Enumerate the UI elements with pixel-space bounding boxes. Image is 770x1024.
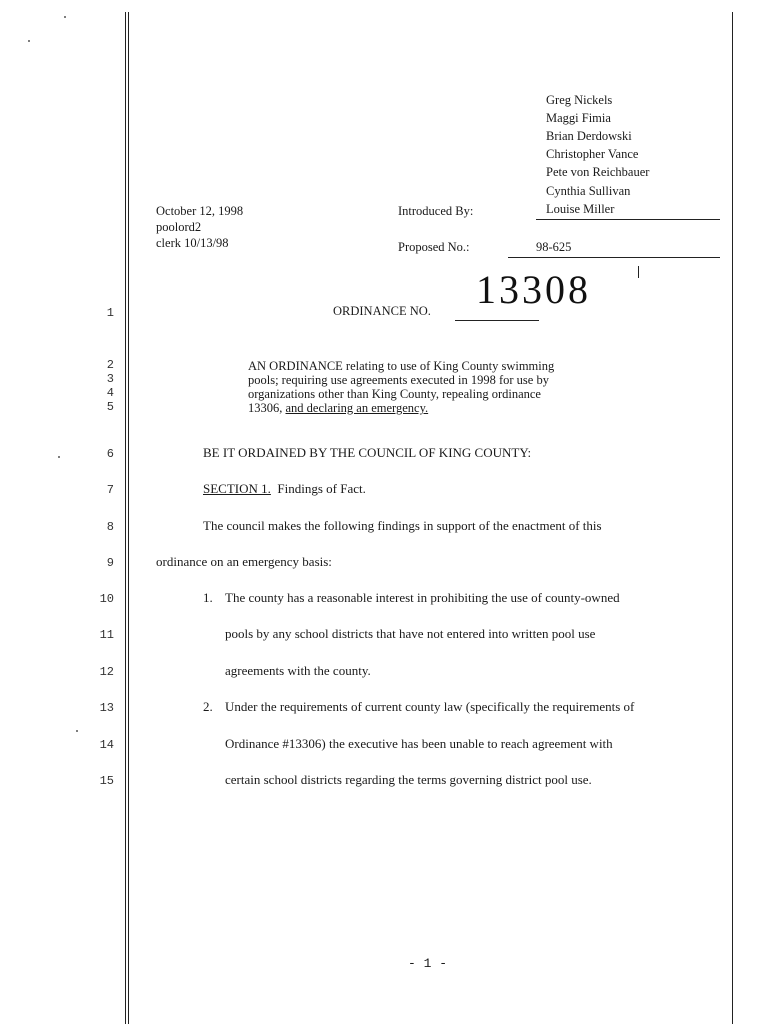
sponsor-name: Maggi Fimia <box>546 111 611 125</box>
finding-number: 2. <box>203 699 213 714</box>
line-number: 6 <box>106 447 114 461</box>
title-line-prefix: 13306, <box>248 401 286 415</box>
ordinance-label: ORDINANCE NO. <box>333 304 431 318</box>
sponsor-name: Pete von Reichbauer <box>546 165 650 179</box>
title-line-last <box>248 401 428 416</box>
ordinance-number: 13308 <box>476 267 591 312</box>
scan-speck <box>58 456 60 458</box>
line-number: 3 <box>106 372 114 386</box>
sponsor-name: Christopher Vance <box>546 147 639 161</box>
finding-text: certain school districts regarding the terms governing district pool use. <box>225 772 592 787</box>
line-number: 14 <box>99 738 114 752</box>
title-line: pools; requiring use agreements executed in 1998 for use by <box>248 373 549 387</box>
line-number: 9 <box>106 556 114 570</box>
section-title: Findings of Fact. <box>277 481 366 496</box>
title-line: AN ORDINANCE relating to use of King County swimming <box>248 359 555 373</box>
section-heading <box>203 481 366 497</box>
title-line: organizations other than King County, repealing ordinance <box>248 387 541 401</box>
stamp-tick <box>638 266 639 278</box>
line-number: 4 <box>106 386 114 400</box>
sponsor-name: Greg Nickels <box>546 93 613 107</box>
sponsor-name: Cynthia Sullivan <box>546 184 631 198</box>
enacting-clause: BE IT ORDAINED BY THE COUNCIL OF KING COUNTY: <box>203 445 532 460</box>
margin-rule-right <box>732 12 733 1024</box>
line-number: 13 <box>99 701 114 715</box>
finding-text: Ordinance #13306) the executive has been unable to reach agreement with <box>225 736 613 751</box>
line-number: 5 <box>106 400 114 414</box>
proposed-no-label: Proposed No.: <box>398 240 470 254</box>
scan-speck <box>28 40 30 42</box>
line-number: 2 <box>106 358 114 372</box>
line-number: 8 <box>106 520 114 534</box>
line-number: 7 <box>106 483 114 497</box>
finding-number: 1. <box>203 590 213 605</box>
finding-text: Under the requirements of current county law (specifically the requirements of <box>225 699 635 714</box>
finding-text: agreements with the county. <box>225 663 371 678</box>
line-number: 10 <box>99 592 114 606</box>
section-label: SECTION 1. <box>203 481 271 496</box>
ordinance-number-underline <box>455 320 539 321</box>
page-number: - 1 - <box>408 956 448 971</box>
file-code: poolord2 <box>156 220 202 234</box>
finding-text: The county has a reasonable interest in prohibiting the use of county-owned <box>225 590 620 605</box>
sponsor-name: Louise Miller <box>546 202 615 216</box>
finding-text: pools by any school districts that have not entered into written pool use <box>225 626 596 641</box>
line-number: 1 <box>106 306 114 320</box>
sponsor-name: Brian Derdowski <box>546 129 632 143</box>
clerk-stamp: clerk 10/13/98 <box>156 236 229 250</box>
introduced-by-underline <box>536 219 720 220</box>
scan-speck <box>64 16 66 18</box>
document-date: October 12, 1998 <box>156 204 244 218</box>
scan-speck <box>76 730 78 732</box>
margin-rule-left-inner <box>128 12 129 1024</box>
line-number: 12 <box>99 665 114 679</box>
line-number: 11 <box>99 628 114 642</box>
body-line: ordinance on an emergency basis: <box>156 554 332 569</box>
title-line-underlined: and declaring an emergency. <box>285 401 429 415</box>
proposed-no-value: 98-625 <box>536 240 572 254</box>
line-number: 15 <box>99 774 114 788</box>
proposed-no-underline <box>508 257 720 258</box>
introduced-by-label: Introduced By: <box>398 204 474 218</box>
margin-rule-left <box>125 12 126 1024</box>
body-line: The council makes the following findings in support of the enactment of this <box>203 518 602 533</box>
